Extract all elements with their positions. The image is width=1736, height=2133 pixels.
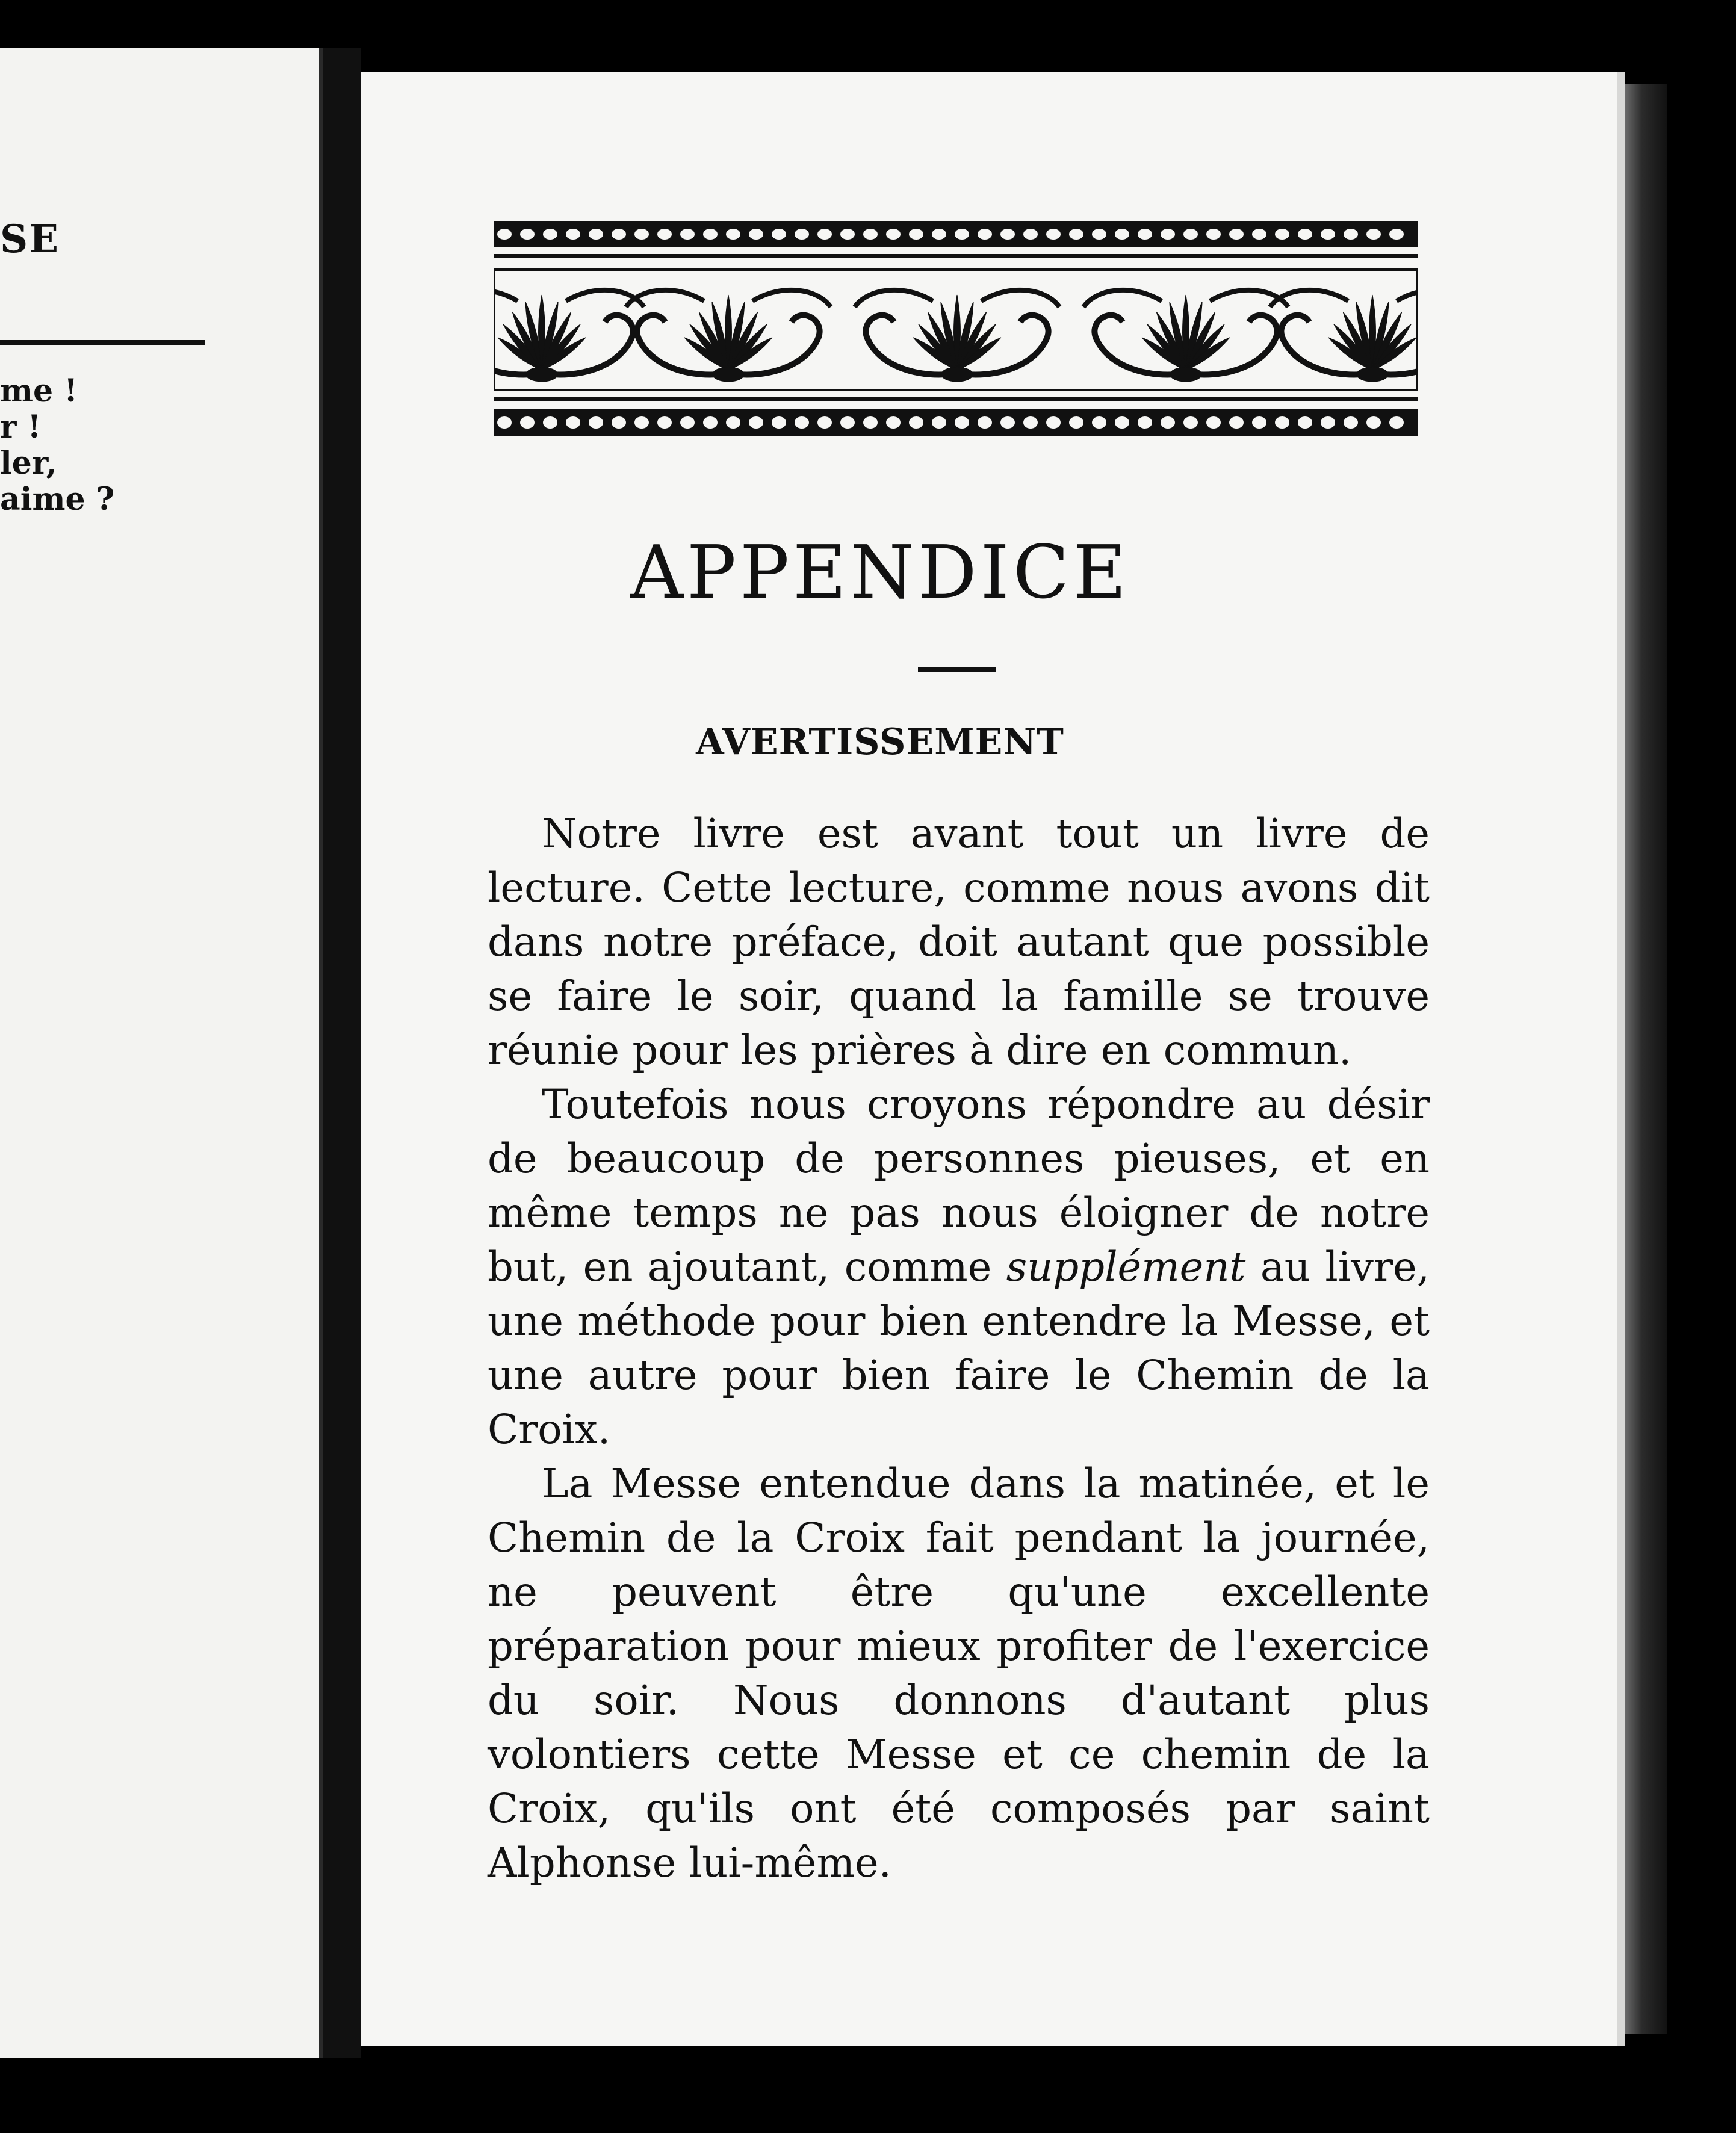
- ornament-bead: [1344, 229, 1358, 240]
- ornament-bead: [1298, 416, 1312, 429]
- ornament-bead: [909, 416, 923, 429]
- left-line: r !: [0, 409, 42, 445]
- ornament-bead: [680, 229, 695, 240]
- ornament-bead: [1069, 229, 1083, 240]
- paragraph-2-text: au livre, une méthode pour bien entendre la Messe, et une autre pour bien faire le Chemin de la Croix.: [488, 1243, 1430, 1453]
- ornament-bead: [726, 416, 740, 429]
- ornament-bead: [955, 416, 969, 429]
- ornament-bead: [772, 416, 786, 429]
- ornament-bead: [1298, 229, 1312, 240]
- ornament-bead: [520, 416, 535, 429]
- ornament-bead: [657, 416, 672, 429]
- ornament-bead: [703, 416, 718, 429]
- ornament-bead: [932, 229, 946, 240]
- page-edge-shadow: [1625, 84, 1667, 2034]
- ornament-bead: [1206, 229, 1221, 240]
- ornament-bead: [1389, 416, 1404, 429]
- left-header-rule: [0, 340, 205, 345]
- left-text-fragment: [0, 373, 114, 518]
- paragraph-3: La Messe entendue dans la matinée, et le Chemin de la Croix fait pendant la journée, ne peuvent être qu'une excellente préparation pour mieux profiter de l'exercice du soir. Nous donnons d'autant plus volontiers cette Messe et ce chemin de la Croix, qu'ils ont été composés par saint Alphonse lui-même.: [488, 1460, 1430, 1886]
- ornament-bead: [840, 416, 855, 429]
- ornament-bead: [955, 229, 969, 240]
- body-text: [488, 806, 1430, 1890]
- ornament-bead: [978, 416, 992, 429]
- ornament-bead: [1138, 416, 1152, 429]
- ornament-bead: [1115, 229, 1129, 240]
- ornament-bead: [703, 229, 718, 240]
- section-heading: AVERTISSEMENT: [696, 721, 1064, 763]
- ornament-bead: [1344, 416, 1358, 429]
- ornament-bead: [612, 416, 626, 429]
- ornament-bead: [1138, 229, 1152, 240]
- ornament-bead: [1000, 416, 1015, 429]
- ornament-bead: [497, 229, 512, 240]
- ornament-bead: [795, 416, 809, 429]
- ornament-bead: [634, 229, 649, 240]
- ornament-bead: [566, 229, 580, 240]
- ornament-bead: [1275, 229, 1289, 240]
- page-title: APPENDICE: [630, 530, 1130, 615]
- ornament-bead: [1023, 229, 1038, 240]
- ornament-bead: [795, 229, 809, 240]
- ornament-bead: [612, 229, 626, 240]
- ornament-bead: [1161, 416, 1175, 429]
- ornament-bead: [1252, 229, 1266, 240]
- floral-border-ornament-icon: [494, 217, 1418, 445]
- ornament-bead: [726, 229, 740, 240]
- ornament-bead: [543, 229, 557, 240]
- ornament-bead: [1366, 416, 1381, 429]
- ornament-bead: [1046, 229, 1061, 240]
- ornament-bead: [749, 229, 763, 240]
- palmette-base: [526, 367, 557, 382]
- palmette-base: [1170, 367, 1201, 382]
- ornament-bead: [497, 416, 512, 429]
- ornament-bead: [589, 229, 603, 240]
- ornament-bead: [1183, 416, 1198, 429]
- ornament-bead: [1275, 416, 1289, 429]
- ornament-bead: [1161, 229, 1175, 240]
- left-line: me !: [0, 373, 78, 409]
- ornament-bead: [1046, 416, 1061, 429]
- palmette-base: [713, 367, 744, 382]
- ornament-bead: [817, 416, 832, 429]
- ornament-bead: [772, 229, 786, 240]
- ornament-bead: [1229, 416, 1244, 429]
- ornament-bead: [1000, 229, 1015, 240]
- ornament-bead: [680, 416, 695, 429]
- ornament-bead: [543, 416, 557, 429]
- palmette-base: [941, 367, 973, 382]
- left-page: [0, 48, 323, 2058]
- paragraph-2-text: Toutefois nous croyons répondre au désir de beaucoup de personnes pieuses, et en même temps ne pas nous éloigner de notre but, en ajoutant, comme: [488, 1081, 1430, 1290]
- emphasized-word: supplément: [1006, 1243, 1246, 1290]
- ornament-bead: [1389, 229, 1404, 240]
- ornament-bead: [1321, 416, 1335, 429]
- ornament-bead: [1252, 416, 1266, 429]
- ornament-bead: [817, 229, 832, 240]
- ornament-bead: [886, 229, 901, 240]
- ornament-bead: [657, 229, 672, 240]
- ornament-bead: [1092, 416, 1106, 429]
- left-line: ler,: [0, 445, 57, 481]
- paragraph-1: Notre livre est avant tout un livre de lecture. Cette lecture, comme nous avons dit dans notre préface, doit autant que possible se faire le soir, quand la famille se trouve réunie pour les prières à dire en commun.: [488, 810, 1430, 1074]
- title-divider: [918, 667, 996, 672]
- ornament-bead: [863, 416, 878, 429]
- ornament-bead: [1115, 416, 1129, 429]
- left-line: aime ?: [0, 481, 115, 518]
- book-gutter: [323, 48, 361, 2058]
- ornament-bead: [1366, 229, 1381, 240]
- ornament-bead: [1069, 416, 1083, 429]
- ornament-bead: [886, 416, 901, 429]
- ornament-bead: [589, 416, 603, 429]
- ornament-bead: [1023, 416, 1038, 429]
- ornament-bead: [566, 416, 580, 429]
- ornament-bead: [1321, 229, 1335, 240]
- ornament-bead: [1183, 229, 1198, 240]
- ornament-bead: [863, 229, 878, 240]
- ornament-bead: [520, 229, 535, 240]
- ornament-bead: [909, 229, 923, 240]
- ornament-bead: [749, 416, 763, 429]
- ornament-bead: [1206, 416, 1221, 429]
- ornament-bead: [1092, 229, 1106, 240]
- paragraph-2: [488, 1077, 1430, 1457]
- ornament-bead: [840, 229, 855, 240]
- ornament-bead: [1229, 229, 1244, 240]
- ornament-bead: [978, 229, 992, 240]
- left-running-header: SE: [0, 217, 60, 262]
- ornament-bead: [932, 416, 946, 429]
- palmette-base: [1357, 367, 1388, 382]
- ornament-bead: [634, 416, 649, 429]
